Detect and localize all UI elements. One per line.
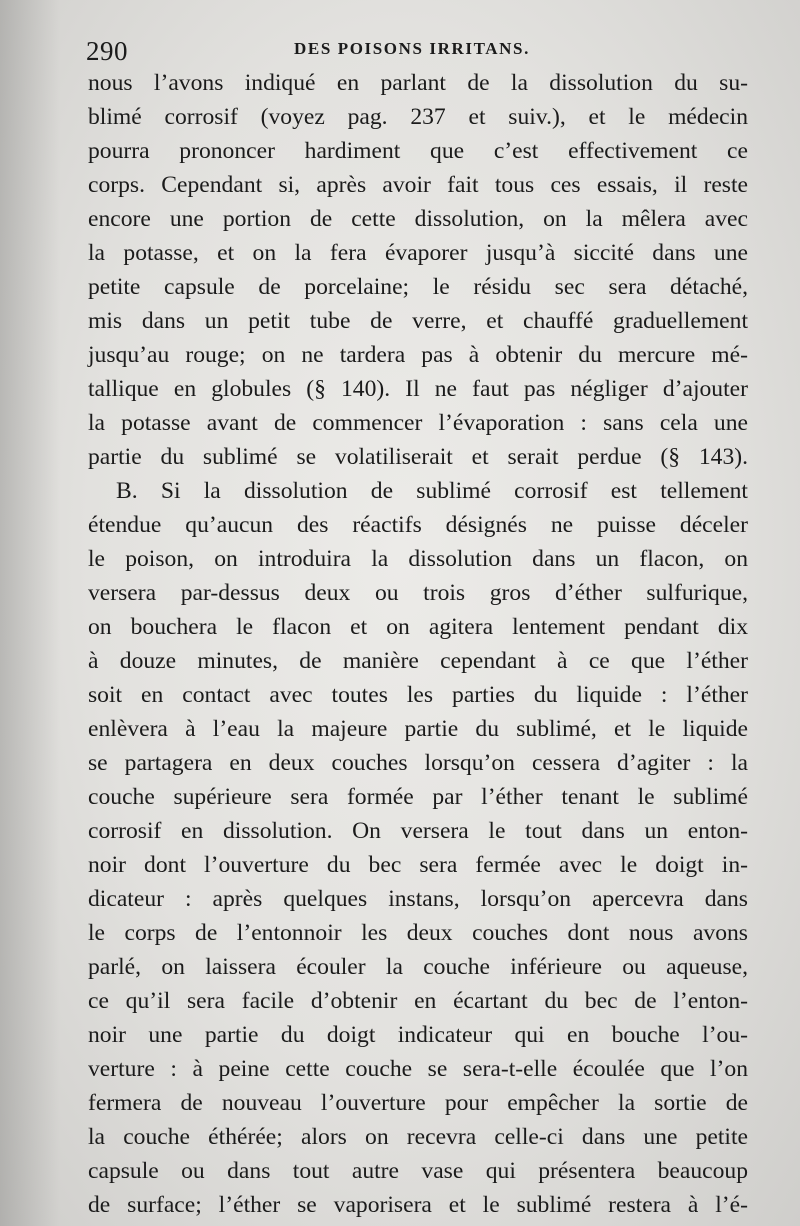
text-line: se partagera en deux couches lorsqu’on cessera d’agiter : la (88, 750, 748, 776)
text-line: ce qu’il sera facile d’obtenir en écartant du bec de l’enton- (88, 988, 748, 1014)
text-line: la couche éthérée; alors on recevra celle-ci dans une petite (88, 1124, 748, 1150)
text-line: tallique en globules (§ 140). Il ne faut pas négliger d’ajouter (88, 376, 748, 402)
text-line: blimé corrosif (voyez pag. 237 et suiv.), et le médecin (88, 104, 748, 130)
text-line: de surface; l’éther se vaporisera et le sublimé restera à l’é- (88, 1192, 748, 1218)
text-line: noir dont l’ouverture du bec sera fermée avec le doigt in- (88, 852, 748, 878)
text-line: la potasse, et on la fera évaporer jusqu’à siccité dans une (88, 240, 748, 266)
text-line: partie du sublimé se volatiliserait et serait perdue (§ 143). (88, 444, 748, 470)
text-line: mis dans un petit tube de verre, et chauffé graduellement (88, 308, 748, 334)
text-line: le poison, on introduira la dissolution dans un flacon, on (88, 546, 748, 572)
text-line: enlèvera à l’eau la majeure partie du sublimé, et le liquide (88, 716, 748, 742)
text-line: parlé, on laissera écouler la couche inférieure ou aqueuse, (88, 954, 748, 980)
text-line: étendue qu’aucun des réactifs désignés ne puisse déceler (88, 512, 748, 538)
text-line: capsule ou dans tout autre vase qui présentera beaucoup (88, 1158, 748, 1184)
text-line: versera par-dessus deux ou trois gros d’éther sulfurique, (88, 580, 748, 606)
running-head-title: DES POISONS IRRITANS. (294, 39, 530, 58)
text-line: soit en contact avec toutes les parties du liquide : l’éther (88, 682, 748, 708)
text-line: fermera de nouveau l’ouverture pour empêcher la sortie de (88, 1090, 748, 1116)
text-line: pourra prononcer hardiment que c’est effectivement ce (88, 138, 748, 164)
page-number: 290 (86, 36, 128, 66)
text-line: corrosif en dissolution. On versera le tout dans un enton- (88, 818, 748, 844)
text-line: à douze minutes, de manière cependant à ce que l’éther (88, 648, 748, 674)
text-line: encore une portion de cette dissolution, on la mêlera avec (88, 206, 748, 232)
text-line: dicateur : après quelques instans, lorsqu’on apercevra dans (88, 886, 748, 912)
text-line: jusqu’au rouge; on ne tardera pas à obtenir du mercure mé- (88, 342, 748, 368)
text-line: la potasse avant de commencer l’évaporation : sans cela une (88, 410, 748, 436)
text-line: le corps de l’entonnoir les deux couches dont nous avons (88, 920, 748, 946)
body-text (88, 66, 748, 1222)
running-head (86, 36, 748, 66)
text-line: noir une partie du doigt indicateur qui en bouche l’ou- (88, 1022, 748, 1048)
text-line: couche supérieure sera formée par l’éther tenant le sublimé (88, 784, 748, 810)
paragraph-start-line: B. Si la dissolution de sublimé corrosif est tellement (116, 478, 748, 504)
text-line: verture : à peine cette couche se sera-t-elle écoulée que l’on (88, 1056, 748, 1082)
text-line: corps. Cependant si, après avoir fait tous ces essais, il reste (88, 172, 748, 198)
text-line: petite capsule de porcelaine; le résidu sec sera détaché, (88, 274, 748, 300)
page-gutter-shadow (0, 0, 60, 1226)
text-line: on bouchera le flacon et on agitera lentement pendant dix (88, 614, 748, 640)
text-line: nous l’avons indiqué en parlant de la dissolution du su- (88, 70, 748, 96)
